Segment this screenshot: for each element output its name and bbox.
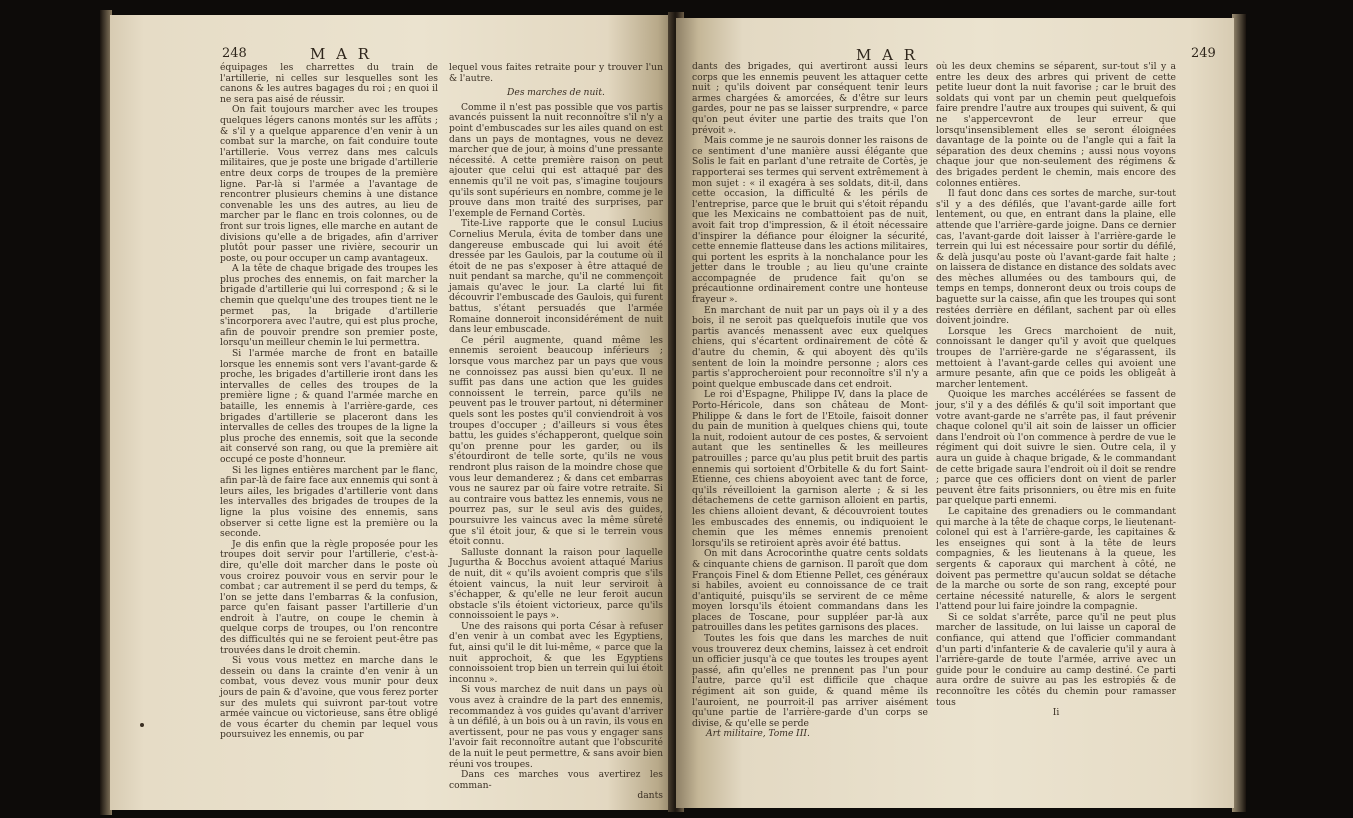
paragraph: Comme il n'est pas possible que vos partis avancés puissent la nuit reconnoître s'il n'y a point d'embuscades sur les ailes quand on est dans un pays de montagnes, vous ne devez marcher que de jour, à moins d'une pressante nécessité. A cette première raison on peut ajouter que celui qui est attaqué par des ennemis qu'il ne voit pas, s'imagine toujours qu'ils sont supérieurs en nombre, comme je le prouve dans mon traité des surprises, par l'exemple de Fernand Cortès. bbox=[449, 101, 663, 219]
paragraph: Dans ces marches vous avertirez les comman- bbox=[449, 769, 663, 791]
right-page bbox=[676, 18, 1234, 808]
right-column-2 bbox=[936, 62, 1176, 719]
paragraph: A la tête de chaque brigade des troupes les plus proches des ennemis, on fait marcher la brigade d'artillerie qui lui correspond ; & si le chemin que quelqu'une des troupes tient ne le permet pas, la brigade d'artillerie s'incorporera avec l'autre, qui est plus proche, afin de pouvoir prendre son premier poste, lorsqu'un meilleur chemin le lui permettra. bbox=[220, 263, 438, 349]
paragraph: Lorsque les Grecs marchoient de nuit, connoissant le danger qu'il y avoit que quelques troupes de l'arrière-garde ne s'égarassent, ils mettoient à l'avant-garde celles qui avoient une armure pesante, afin que ce poids les obligeât à marcher lentement. bbox=[936, 325, 1176, 390]
paragraph: Si les lignes entières marchent par le flanc, afin par-là de faire face aux ennemis qui sont à leurs ailes, les brigades d'artillerie vont dans les intervalles des brigades de troupes de la ligne la plus voisine des ennemis, sans observer si cette ligne est la première ou la seconde. bbox=[220, 464, 438, 540]
paragraph: Si l'armée marche de front en bataille lorsque les ennemis sont vers l'avant-garde & proche, les brigades d'artillerie iront dans les intervalles de celles des troupes de la première ligne ; & quand l'armée marche en bataille, les ennemis à l'arrière-garde, ces brigades d'artillerie se placeront dans les intervalles de celles des troupes de la ligne la plus proche des ennemis, soit que la seconde ait conservé son rang, ou que la première ait occupé ce poste d'honneur. bbox=[220, 348, 438, 465]
paragraph: lequel vous faites retraite pour y trouver l'un & l'autre. bbox=[449, 62, 663, 84]
ink-spot bbox=[140, 723, 144, 727]
paragraph: Le roi d'Espagne, Philippe IV, dans la place de Porto-Héricole, dans son château de Mont-Philippe & dans le fort de l'Etoile, faisoit donner du pain de munition à quelques chiens qui, toute la nuit, rodoient autour de ces postes, & servoient autant que les sentinelles & les meilleures patrouilles ; parce qu'au plus petit bruit des partis ennemis qui sortoient d'Orbitelle & du fort Saint-Etienne, ces chiens aboyoient avec tant de force, qu'ils réveilloient la garnison alerte ; & si les détachemens de cette garnison alloient en partis, les chiens alloient devant, & découvroient toutes les embuscades des ennemis, ou indiquoient le chemin que les mêmes ennemis prenoient lorsqu'ils se retiroient après avoir été battus. bbox=[692, 389, 928, 549]
left-running-head: M A R bbox=[310, 45, 373, 63]
paragraph: dants des brigades, qui avertiront aussi leurs corps que les ennemis peuvent les attaquer cette nuit ; qu'ils doivent par conséquent tenir leurs armes chargées & amorcées, & d'être sur leurs gardes, pour ne pas se laisser surprendre, « parce qu'on peut éviter une partie des traits que l'on prévoit ». bbox=[692, 61, 928, 136]
paragraph: Il faut donc dans ces sortes de marche, sur-tout s'il y a des défilés, que l'avant-garde aille fort lentement, ou que, en entrant dans la plaine, elle attende que l'arrière-garde joigne. Dans ce dernier cas, l'avant-garde doit laisser à l'arrière-garde le terrein qui lui est nécessaire pour sortir du défilé, & delà jusqu'au poste où l'avant-garde fait halte ; on laissera de distance en distance des soldats avec des mèches allumées ou des tambours qui, de temps en temps, donneront deux ou trois coups de baguette sur la caisse, afin que les troupes qui sont restées derrière en défilant, sachent par où elles doivent joindre. bbox=[936, 188, 1176, 327]
paragraph: Si vous vous mettez en marche dans le dessein ou dans la crainte d'en venir à un combat, vous devez vous munir pour deux jours de pain & d'avoine, que vous ferez porter sur des mulets qui suivront par-tout votre armée vaincue ou victorieuse, sans être obligé de vous écarter du chemin par lequel vous poursuivez les ennemis, ou par bbox=[220, 655, 438, 741]
paragraph: Ce péril augmente, quand même les ennemis seroient beaucoup inférieurs ; lorsque vous marchez par un pays que vous ne connoissez pas aussi bien qu'eux. Il ne suffit pas dans une action que les guides connoissent le terrein, parce qu'ils ne peuvent pas le trouver partout, ni déterminer quels sont les postes qu'il conviendroit à vos troupes d'occuper ; d'ailleurs si vous êtes battu, les guides s'échapperont, quelque soin qu'on prenne pour les garder, ou ils s'étourdiront de telle sorte, qu'ils ne vous rendront plus raison de la moindre chose que vous leur demanderez ; & dans cet embarras vous ne saurez par où faire votre retraite. Si au contraire vous battez les ennemis, vous ne pourrez pas, sur le seul avis des guides, poursuivre les vaincus avec la même sûreté que s'il étoit jour, & que si le terrein vous étoit connu. bbox=[449, 334, 663, 548]
section-heading: Des marches de nuit. bbox=[507, 87, 605, 99]
paragraph: Salluste donnant la raison pour laquelle Jugurtha & Bocchus avoient attaqué Marius de nuit, dit « qu'ils avoient compris que s'ils étoient vaincus, la nuit leur serviroit à s'échapper, & qu'elle ne leur feroit aucun obstacle s'ils étoient victorieux, parce qu'ils connoissoient le pays ». bbox=[449, 546, 663, 622]
right-page-edge bbox=[1232, 14, 1246, 812]
right-running-head: M A R bbox=[856, 46, 919, 64]
paragraph: Si vous marchez de nuit dans un pays où vous avez à craindre de la part des ennemis, recommandez à vos guides qu'avant d'arriver à un défilé, à un bois ou à un ravin, ils vous en avertissent, pour ne pas vous y engager sans l'avoir fait reconnoître autant que l'obscurité de la nuit le peut permettre, & sans avoir bien réuni vos troupes. bbox=[449, 684, 663, 770]
paragraph: On fait toujours marcher avec les troupes quelques légers canons montés sur les affûts ; & s'il y a quelque apparence d'en venir à un combat sur la marche, on fait conduire toute l'artillerie. Vous verrez dans mes calculs militaires, que je poste une brigade d'artillerie entre deux corps de troupes de la première ligne. Par-là si l'armée a l'avantage de rencontrer plusieurs chemins à une distance convenable les uns des autres, au lieu de marcher par le flanc en trois colonnes, ou de front sur trois lignes, elle marche en autant de divisions qu'elle a de brigades, afin d'arriver plutôt pour passer une rivière, secourir un poste, ou pour occuper un camp avantageux. bbox=[220, 104, 438, 264]
paragraph: Toutes les fois que dans les marches de nuit vous trouverez deux chemins, laissez à cet endroit un officier jusqu'à ce que toutes les troupes ayent passé, afin qu'elles ne prennent pas l'un pour l'autre, parce qu'il est difficile que chaque régiment ait son guide, & quand même ils l'auroient, ne pourroit-il pas arriver aisément qu'une partie de l'arrière-garde d'un corps se divise, & qu'elle se perde bbox=[692, 633, 928, 729]
footer-title: Art militaire, Tome III. bbox=[706, 728, 810, 740]
left-page-number: 248 bbox=[222, 46, 247, 61]
paragraph: Je dis enfin que la règle proposée pour les troupes doit servir pour l'artillerie, c'est-à-dire, qu'elle doit marcher dans le poste où vous croirez pouvoir vous en servir pour le combat ; car autrement il se perd du temps, & l'on se jette dans l'embarras & la confusion, parce qu'en faisant passer l'artillerie d'un endroit à l'autre, on coupe le chemin à quelque corps de troupes, ou l'on rencontre des difficultés qui ne se feroient peut-être pas trouvées dans le droit chemin. bbox=[220, 538, 438, 656]
right-column-1 bbox=[692, 62, 928, 740]
paragraph: Si ce soldat s'arrête, parce qu'il ne peut plus marcher de lassitude, on lui laisse un caporal de confiance, qui attend que l'officier commandant d'un parti d'infanterie & de cavalerie qu'il y aura à l'arrière-garde de toute l'armée, arrive avec un guide pour le conduire au camp destiné. Ce parti aura ordre de suivre au pas les estropiés & de reconnoître les côtés du chemin pour ramasser tous bbox=[936, 611, 1176, 708]
left-column-1 bbox=[220, 63, 438, 741]
paragraph: Tite-Live rapporte que le consul Lucius Cornelius Merula, évita de tomber dans une dangereuse embuscade qui lui avoit été dressée par les Gaulois, par la coutume où il étoit de ne pas s'exposer à être attaqué de nuit pendant sa marche, qu'il ne commençoit jamais qu'avec le jour. La clarté lui fit découvrir l'embuscade des Gaulois, qui furent battus, s'étant persuadés que l'armée Romaine donneroit inconsidérément de nuit dans leur embuscade. bbox=[449, 218, 663, 336]
paragraph: Le capitaine des grenadiers ou le commandant qui marche à la tête de chaque corps, le lieutenant-colonel qui est à l'arrière-garde, les capitaines & les enseignes qui sont à la tête de leurs compagnies, & les lieutenans à la queue, les sergents & caporaux qui marchent à côté, ne doivent pas permettre qu'aucun soldat se détache de la marche ou sorte de son rang, excepté pour certaine nécessité naturelle, & alors le sergent l'attend pour lui faire joindre la compagnie. bbox=[936, 505, 1176, 613]
signature-mark: Ii bbox=[1052, 707, 1060, 719]
paragraph: équipages les charrettes du train de l'artillerie, ni celles sur lesquelles sont les canons & les autres bagages du roi ; en quoi il ne sera pas aisé de réussir. bbox=[220, 62, 438, 105]
left-column-2 bbox=[449, 63, 663, 802]
left-page bbox=[110, 15, 675, 810]
paragraph: En marchant de nuit par un pays où il y a des bois, il ne seroit pas quelquefois inutile que vos partis avancés menassent avec eux quelques chiens, qui s'écartent ordinairement de côté & d'autre du chemin, & qui aboyent dès qu'ils sentent de loin la moindre personne ; alors ces partis s'approcheroient pour reconnoître s'il n'y a point quelque embuscade dans cet endroit. bbox=[692, 304, 928, 390]
right-page-number: 249 bbox=[1191, 46, 1216, 61]
paragraph: Quoique les marches accélérées se fassent de jour, s'il y a des défilés & qu'il soit important que votre avant-garde ne s'arrête pas, il faut prévenir chaque colonel qu'il ait soin de laisser un officier dans l'endroit où l'on commence à perdre de vue le régiment qui doit suivre le sien. Outre cela, il y aura un guide à chaque brigade, & le commandant de cette brigade saura l'endroit où il doit se rendre ; parce que ces officiers dont on vient de parler peuvent être faits prisonniers, ou être mis en fuite par quelque parti ennemi. bbox=[936, 389, 1176, 507]
paragraph: Une des raisons qui porta César à refuser d'en venir à un combat avec les Egyptiens, fut, ainsi qu'il le dit lui-même, « parce que la nuit approchoit, & que les Egyptiens connoissoient trop bien un terrein qui lui étoit inconnu ». bbox=[449, 620, 663, 685]
catchword: dants bbox=[637, 790, 663, 802]
paragraph: Mais comme je ne saurois donner les raisons de ce sentiment d'une manière aussi élégante que Solis le fait en parlant d'une retraite de Cortès, je rapporterai ses termes qui servent extrêmement à mon sujet : « il exagéra à ses soldats, dit-il, dans cette occasion, la difficulté & les périls de l'entreprise, parce que le bruit qui s'étoit répandu que les Mexicains ne combattoient pas de nuit, avoit fait trop d'impression, & il étoit nécessaire d'inspirer la défiance pour éloigner la sécurité, cette ennemie flatteuse dans les actions militaires, qui portent les esprits à la nonchalance pour les jetter dans le trouble ; au lieu qu'une crainte accompagnée de prudence fait qu'on se précautionne ordinairement contre une honteuse frayeur ». bbox=[692, 135, 928, 306]
paragraph: où les deux chemins se séparent, sur-tout s'il y a entre les deux des arbres qui privent de cette petite lueur dont la nuit favorise ; car le bruit des soldats qui vont par un chemin peut quelquefois faire prendre l'autre aux troupes qui suivent, & qui ne s'appercevront de leur erreur que lorsqu'insensiblement elles se seront éloignées davantage de la pointe ou de l'angle qui a fait la séparation des deux chemins ; aussi nous voyons chaque jour que non-seulement des régimens & des brigades perdent le chemin, mais encore des colonnes entières. bbox=[936, 61, 1176, 189]
paragraph: On mit dans Acrocorinthe quatre cents soldats & cinquante chiens de garnison. Il paroît que dom François Finel & dom Etienne Pellet, ces généraux si habiles, avoient eu connoissance de ce trait d'antiquité, puisqu'ils se servirent de ce même moyen lorsqu'ils étoient commandans dans les places de Toscane, pour suppléer par-là aux patrouilles dans les petites garnisons des places. bbox=[692, 548, 928, 634]
